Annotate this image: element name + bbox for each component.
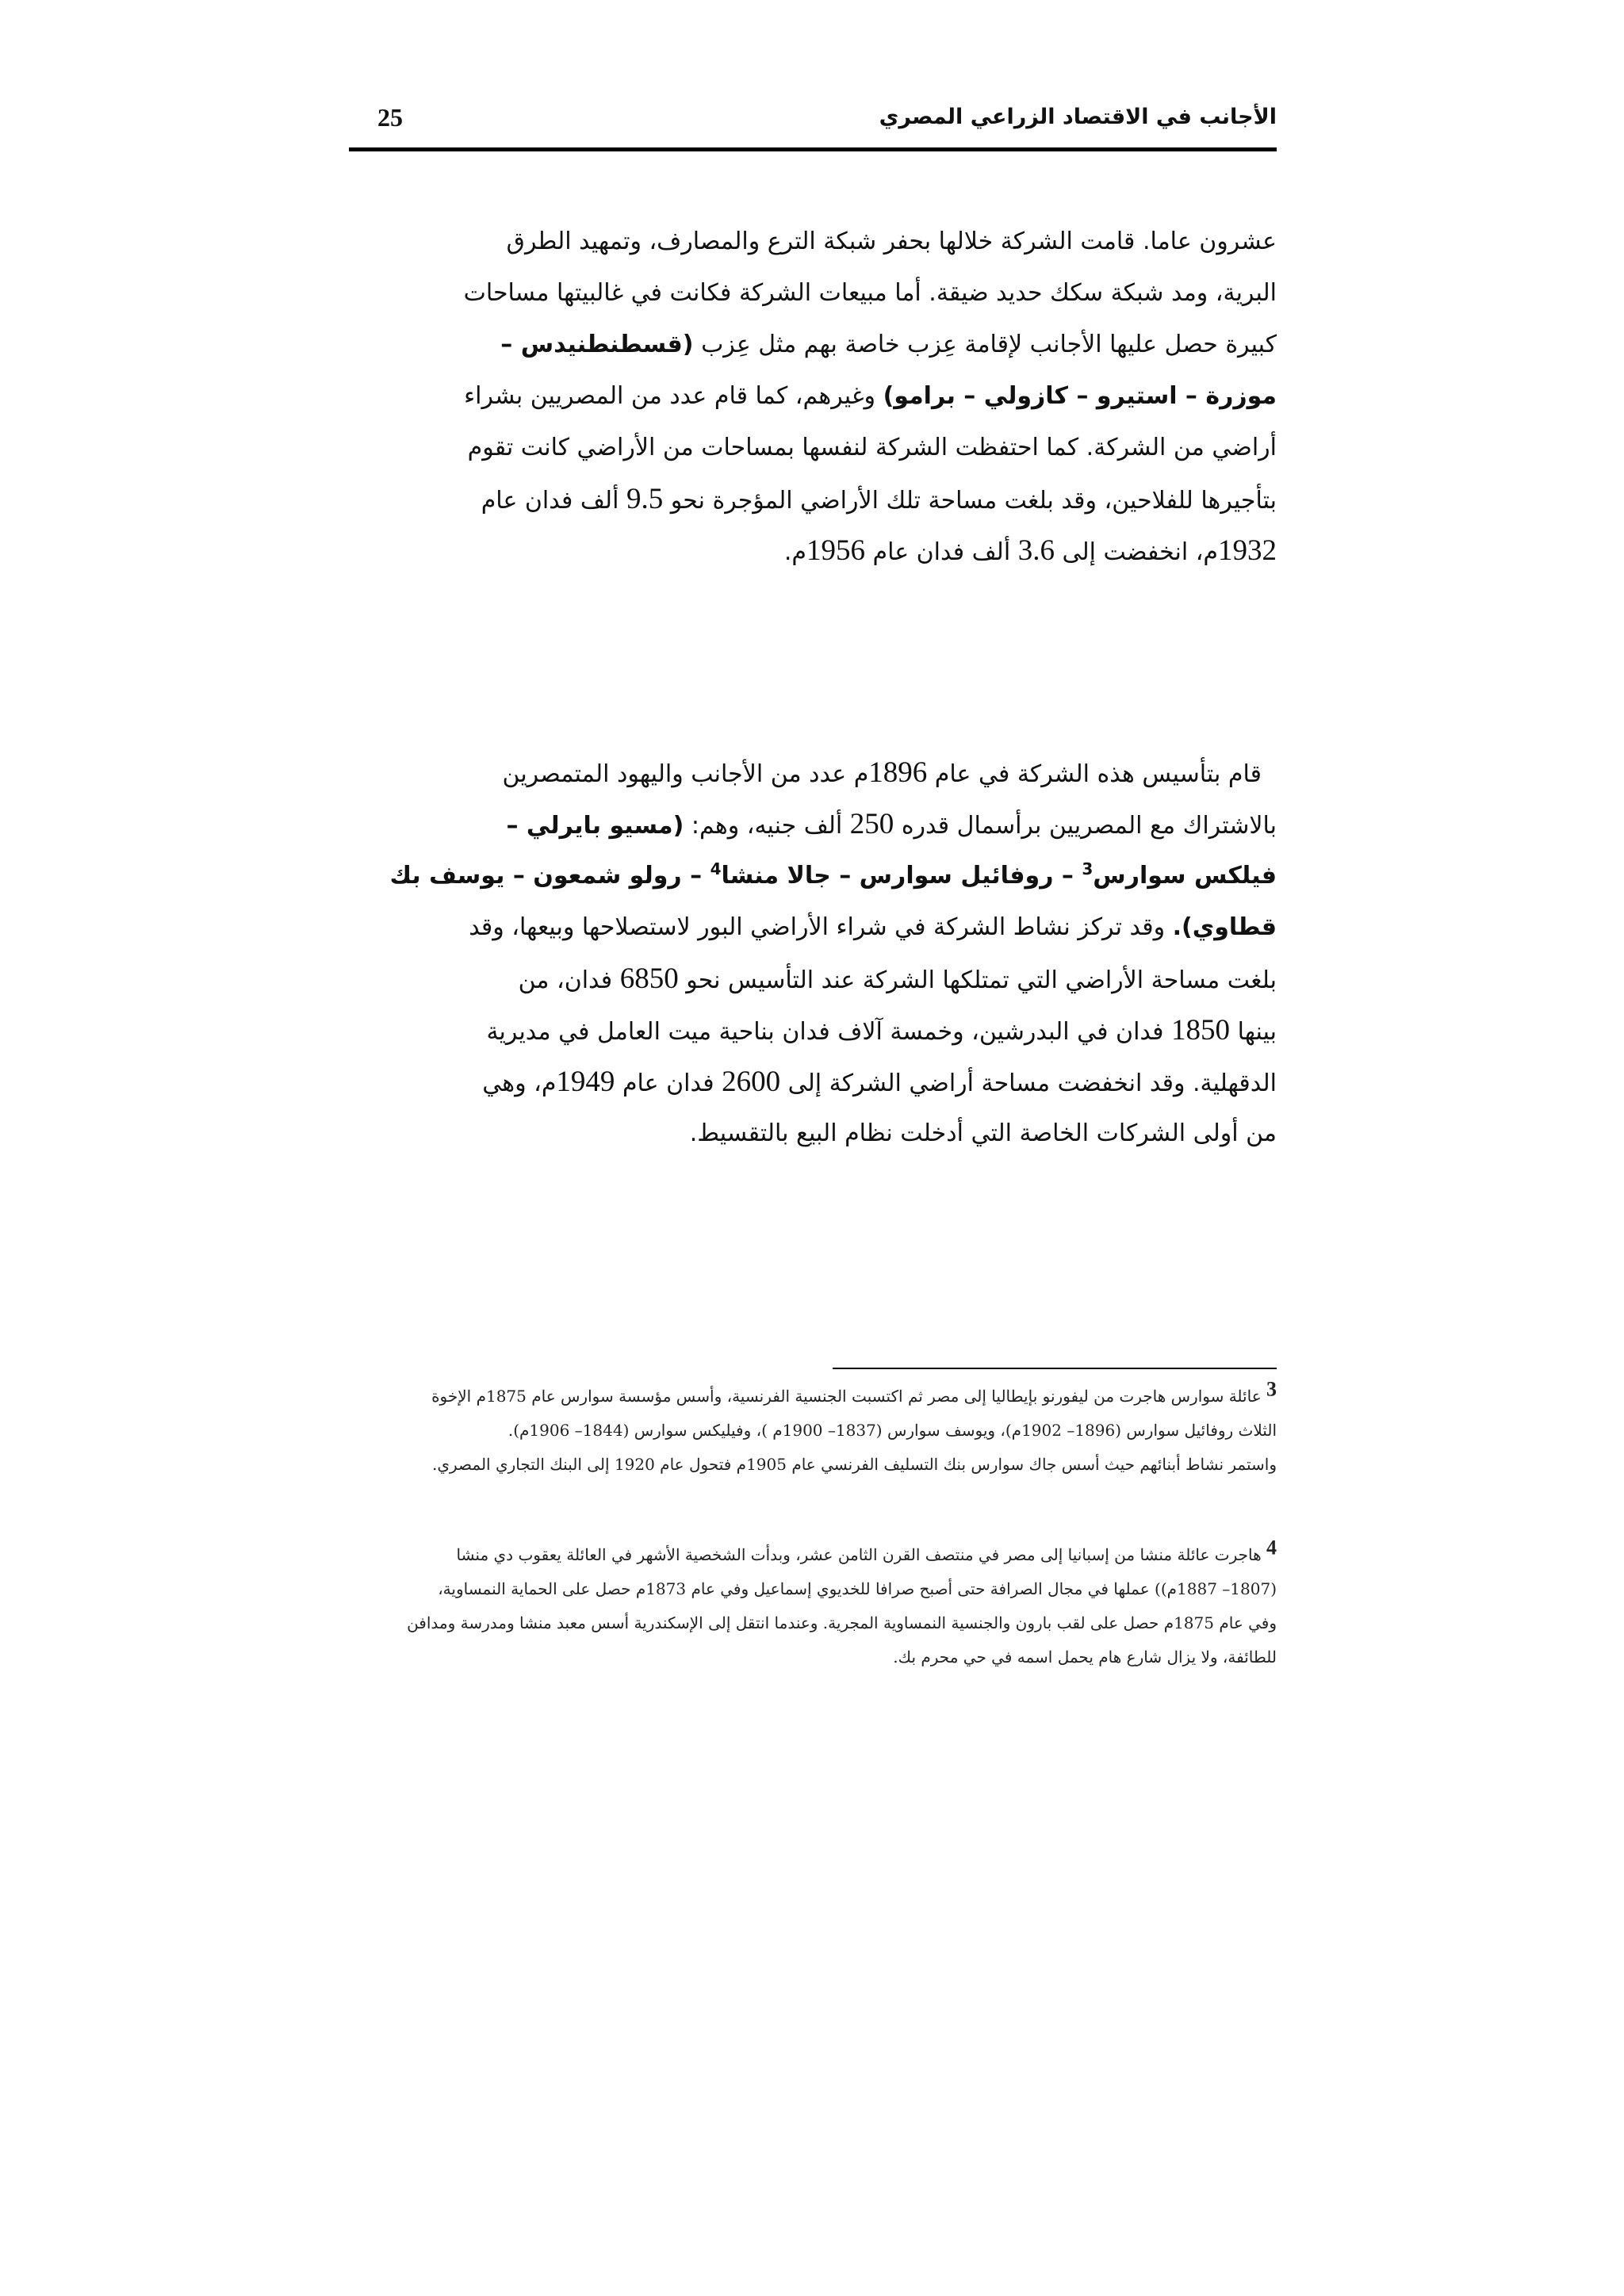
page-number: 25 (377, 103, 403, 132)
text-line: فيلكس سوارس$^3$ – روفائيل سوارس – جالا منشا$^4$ – رولو شمعون – يوسف بك (389, 859, 1277, 890)
text-line: عشرون عاما. قامت الشركة خلالها بحفر شبكة الترع والمصارف، وتمهيد الطرق (506, 228, 1277, 255)
text-line: موزرة – استيرو – كازولي – برامو) وغيرهم، كما قام عدد من المصريين بشراء (464, 382, 1277, 410)
paragraph-2 (349, 747, 1277, 1159)
footnote-line: $^4$ هاجرت عائلة منشا من إسبانيا إلى مصر في منتصف القرن الثامن عشر، وبدأت الشخصية الأشهر في العائلة يعقوب دي منشا (349, 1538, 1277, 1572)
text-line: قطاوي). وقد تركز نشاط الشركة في شراء الأراضي البور لاستصلاحها وبيعها، وقد (469, 913, 1277, 941)
footnote-line: الثلاث روفائيل سوارس (1896– 1902م)، ويوسف سوارس (1837– 1900م )، وفيليكس سوارس (1844– 1906م). (508, 1421, 1277, 1440)
header-rule (349, 147, 1277, 151)
footnote-number: 3 (1266, 1380, 1277, 1401)
footnote-line: وفي عام 1875م حصل على لقب بارون والجنسية النمساوية المجرية. وعندما انتقل إلى الإسكندرية أسس معبد منشا ومدرسة ومدافن (407, 1613, 1277, 1632)
footnote-line: (1807– 1887م)) عملها في مجال الصرافة حتى أصبح صرافا للخديوي إسماعيل وفي عام 1873م حصل على الحماية النمساوية، (438, 1579, 1277, 1598)
footnote-3 (349, 1380, 1277, 1482)
text-line: كبيرة حصل عليها الأجانب لإقامة عِزب خاصة بهم مثل عِزب (قسطنطنيدس – (500, 331, 1277, 358)
text-line: بلغت مساحة الأراضي التي تمتلكها الشركة عند التأسيس نحو 6850 فدان، من (518, 962, 1277, 995)
footnote-ref-4[interactable]: 4 (710, 859, 722, 878)
running-header (349, 103, 1277, 151)
footnote-separator (833, 1368, 1277, 1369)
text-line: البرية، ومد شبكة سكك حديد ضيقة. أما مبيعات الشركة فكانت في غالبيتها مساحات (463, 279, 1277, 307)
footnote-line: للطائفة، ولا يزال شارع هام يحمل اسمه في حي محرم بك. (893, 1647, 1277, 1667)
paragraph-1 (349, 216, 1277, 576)
footnote-number: 4 (1266, 1538, 1277, 1559)
footnote-line: واستمر نشاط أبنائهم حيث أسس جاك سوارس بنك التسليف الفرنسي عام 1905م فتحول عام 1920 إلى البنك التجاري المصري. (431, 1455, 1277, 1474)
footnote-line: $^3$ عائلة سوارس هاجرت من ليفورنو بإيطاليا إلى مصر ثم اكتسبت الجنسية الفرنسية، وأسس مؤسسة سوارس عام 1875م الإخوة (349, 1380, 1277, 1414)
text-line: الدقهلية. وقد انخفضت مساحة أراضي الشركة إلى 2600 فدان عام 1949م، وهي (482, 1066, 1277, 1098)
text-line: بتأجيرها للفلاحين، وقد بلغت مساحة تلك الأراضي المؤجرة نحو 9.5 ألف فدان عام (481, 483, 1277, 515)
footnote-4 (349, 1538, 1277, 1674)
footnote-ref-3[interactable]: 3 (1082, 859, 1094, 878)
text-line: بالاشتراك مع المصريين برأسمال قدره 250 ألف جنيه، وهم: (مسيو بايرلي – (506, 808, 1277, 840)
text-line: بينها 1850 فدان في البدرشين، وخمسة آلاف فدان بناحية ميت العامل في مديرية (486, 1014, 1277, 1047)
text-line: 1932م، انخفضت إلى 3.6 ألف فدان عام 1956م. (783, 534, 1277, 567)
text-line: قام بتأسيس هذه الشركة في عام 1896م عدد من الأجانب واليهود المتمصرين (502, 756, 1262, 789)
text-line: من أولى الشركات الخاصة التي أدخلت نظام البيع بالتقسيط. (689, 1119, 1277, 1147)
header-title: الأجانب في الاقتصاد الزراعي المصري (879, 105, 1277, 129)
text-line: أراضي من الشركة. كما احتفظت الشركة لنفسها بمساحات من الأراضي كانت تقوم (467, 434, 1277, 461)
